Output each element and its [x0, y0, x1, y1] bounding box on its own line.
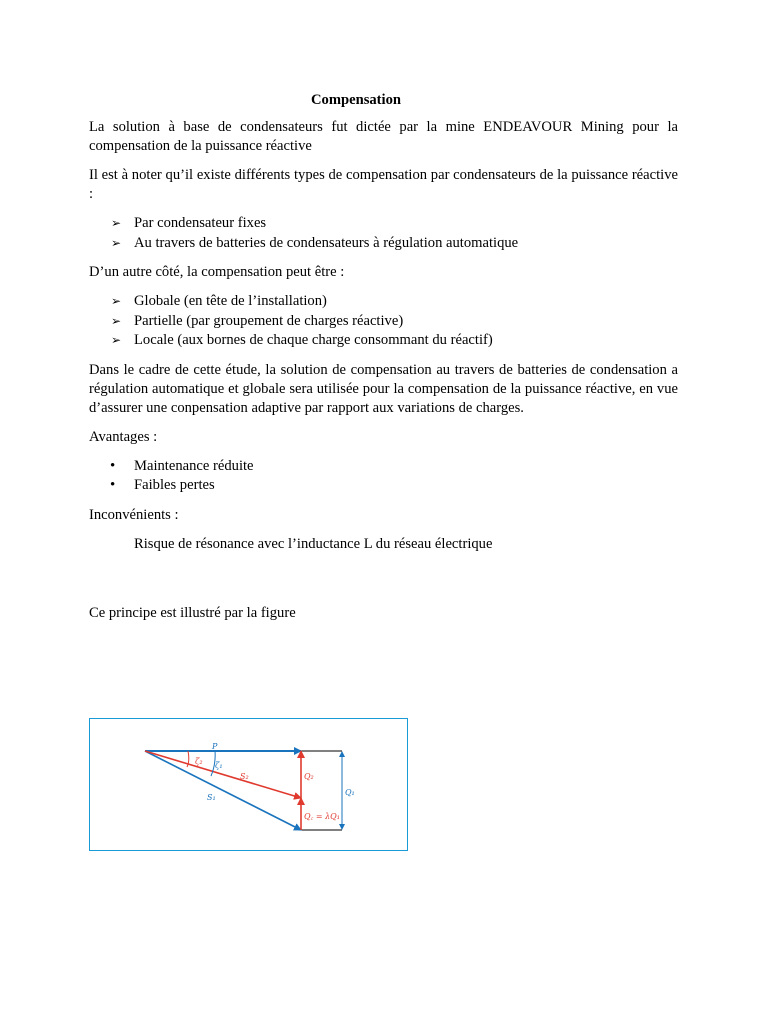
- arrow-bullet-icon: ➢: [111, 333, 122, 347]
- list-item: ➢ Par condensateur fixes: [89, 214, 678, 234]
- label-s1: S₁: [207, 793, 216, 802]
- arrow-bullet-icon: ➢: [111, 235, 122, 250]
- list-item: ➢ Partielle (par groupement de charges réactive): [89, 312, 678, 332]
- q1-arrow-bottom: [339, 824, 345, 830]
- list-advantages: [89, 457, 678, 496]
- paragraph-study: Dans le cadre de cette étude, la solution de compensation au travers de batteries de condensation a régulation automatique et globale sera utilisée pour la compensation de la puissance réactive, en vue d’assurer une conpensation adaptive par rapport aux variations de charges.: [89, 361, 678, 416]
- paragraph-figure-ref: Ce principe est illustré par la figure: [89, 604, 296, 621]
- label-phi1: ζ₁: [215, 761, 223, 770]
- paragraph-intro: La solution à base de condensateurs fut dictée par la mine ENDEAVOUR Mining pour la compensation de la puissance réactive: [89, 119, 678, 154]
- list-item: • Maintenance réduite: [89, 457, 678, 477]
- disadvantage-item: Risque de résonance avec l’inductance L du réseau électrique: [134, 535, 493, 552]
- list-item: ➢ Locale (aux bornes de chaque charge consommant du réactif): [89, 331, 678, 351]
- page-title: Compensation: [311, 92, 402, 108]
- label-qc: Q꜀ = λQ₁: [304, 812, 340, 821]
- bullet-icon: •: [110, 477, 116, 493]
- paragraph-placement: D’un autre côté, la compensation peut être :: [89, 264, 345, 280]
- label-p: P: [212, 742, 218, 751]
- label-q1: Q₁: [345, 788, 355, 797]
- arrow-bullet-icon: ➢: [111, 294, 122, 308]
- heading-disadvantages: Inconvénients :: [89, 506, 179, 523]
- paragraph-types: Il est à noter qu’il existe différents types de compensation par condensateurs de la puissance réactive :: [89, 167, 678, 202]
- list-compensation-placement: [89, 292, 678, 351]
- label-q2: Q₂: [304, 772, 314, 781]
- q1-arrow-top: [339, 751, 345, 757]
- power-triangle-diagram: [90, 719, 409, 852]
- label-phi2: ζ₂: [195, 757, 203, 766]
- document-body: [89, 91, 678, 633]
- heading-advantages: Avantages :: [89, 428, 158, 445]
- list-item: ➢ Globale (en tête de l’installation): [89, 292, 678, 312]
- list-item: • Faibles pertes: [89, 476, 678, 496]
- list-compensation-types: [89, 214, 678, 253]
- spacer: [89, 564, 678, 604]
- bullet-icon: •: [110, 457, 116, 474]
- compensation-figure: [89, 718, 408, 851]
- list-item: ➢ Au travers de batteries de condensateurs à régulation automatique: [89, 234, 678, 254]
- label-s2: S₂: [240, 772, 249, 781]
- arrow-bullet-icon: ➢: [111, 216, 122, 230]
- arrow-bullet-icon: ➢: [111, 313, 122, 328]
